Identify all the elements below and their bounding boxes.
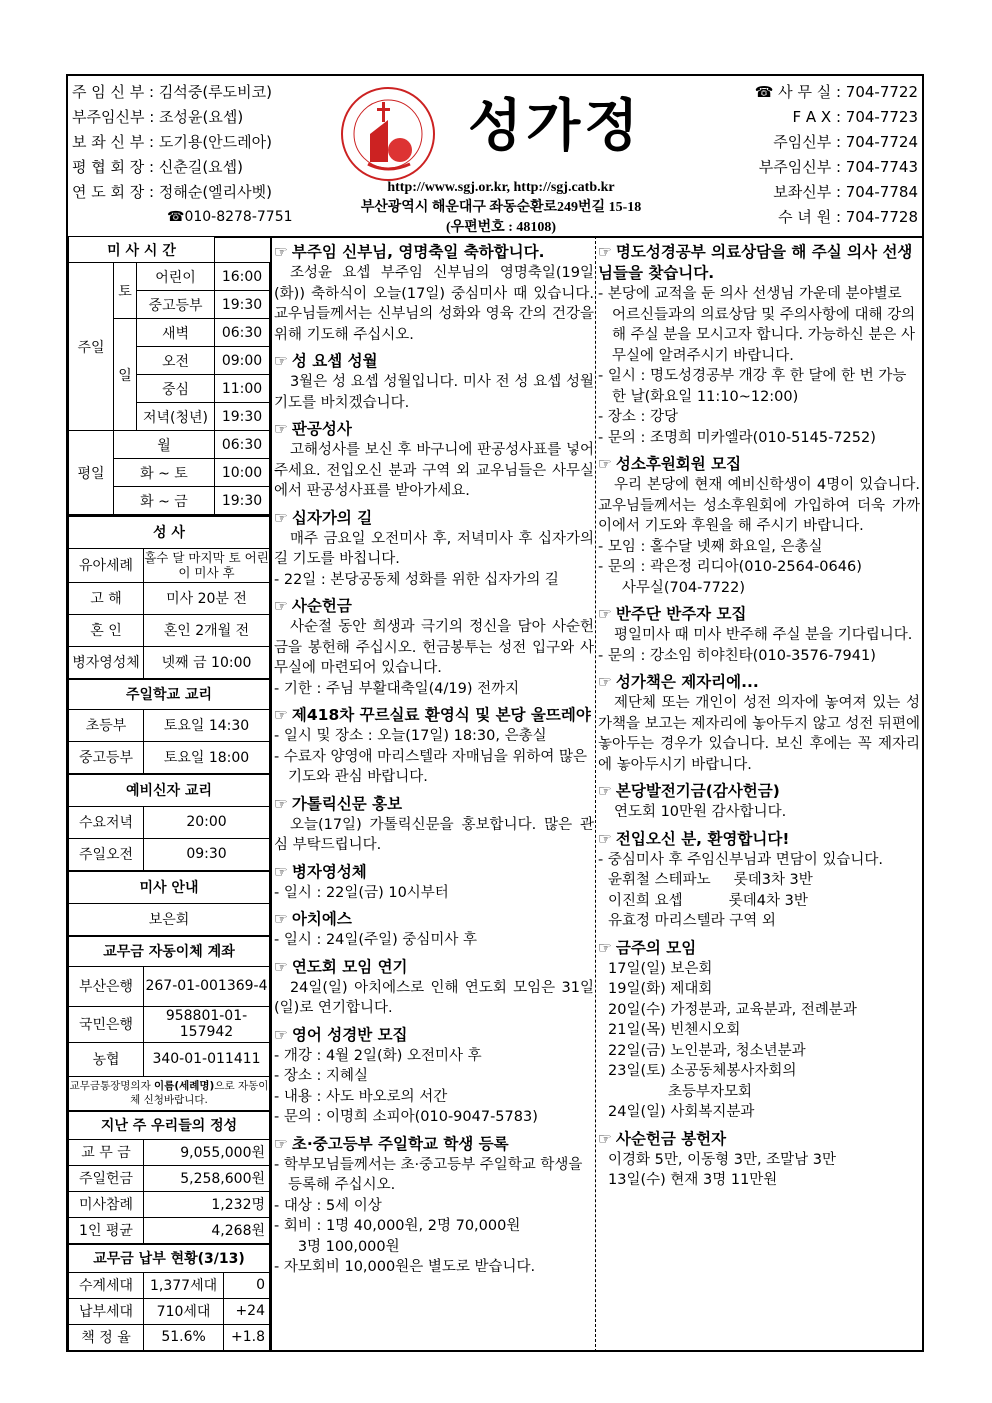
announcement [274, 909, 594, 951]
mass-time: 19:30 [215, 487, 270, 515]
pointing-hand-icon: ☞ [274, 957, 288, 976]
announcement [274, 351, 594, 413]
row-value: 4,268원 [144, 1217, 270, 1243]
mass-time: 16:00 [215, 263, 270, 291]
announcement-body: 오늘(17일) 가톨릭신문을 홍보합니다. 많은 관심 부탁드립니다. [274, 816, 594, 853]
announcement-item: 24일(일) 사회복지분과 [608, 1104, 755, 1120]
mass-name: 어린이 [137, 263, 215, 291]
announcement-item: - 일시 : 24일(주일) 중심미사 후 [274, 932, 477, 948]
contact-line: 주임신부 : 704-7724 [773, 133, 918, 151]
announcements-column-2 [598, 236, 920, 1191]
announcement-body: 우리 본당에 현재 예비신학생이 4명이 있습니다. 교우님들께서는 성소후원회에 가입하여 더욱 가까이에서 기도와 후원을 해 주시기 바랍니다. [598, 477, 920, 534]
announcement [274, 1025, 594, 1128]
row-label: 수요저녁 [69, 806, 144, 838]
announcement-title [274, 705, 594, 726]
announcement-item: 3명 100,000원 [284, 1238, 400, 1255]
announcement-body: 조성윤 요셉 부주임 신부님의 영명축일(19일(화)) 축하식이 오늘(17일) 중심미사 때 있습니다. 교우님들께서는 신부님의 성화와 영육 간의 건강을 위해 기도해 주십시오. [274, 265, 594, 343]
announcement-title [598, 242, 920, 284]
announcement-item: 이진희 요셉 롯데4차 3반 [608, 892, 808, 909]
postal-code: (우편번호 : 48108) [445, 220, 557, 235]
staff-line: 주 임 신 부 : 김석중(루도비코) [72, 83, 272, 101]
row-label: 납부세대 [69, 1298, 144, 1324]
announcement-heading-text: 영어 성경반 모집 [291, 1025, 408, 1044]
account-number: 267-01-001369-4 [144, 966, 270, 1006]
note-bold: 이름(세례명) [154, 1080, 215, 1092]
info-sidebar [68, 236, 270, 1351]
announcement-item: - 수료자 양영애 마리스텔라 자매님을 위하여 많은 기도와 관심 바랍니다. [274, 748, 592, 785]
announcement-title [598, 938, 920, 959]
row-label: 중고등부 [69, 741, 144, 773]
row-label: 주일헌금 [69, 1165, 144, 1191]
announcement-title [598, 454, 920, 475]
row-label: 고 해 [69, 582, 144, 614]
announcement-heading-text: 명도성경공부 의료상담을 해 주실 의사 선생님들을 찾습니다. [598, 243, 913, 282]
announcement-heading-text: 사순헌금 봉헌자 [615, 1129, 727, 1148]
announcement-item: - 장소 : 강당 [598, 409, 678, 425]
announcement-title [274, 351, 594, 372]
announcement-body: 연도회 10만원 감사합니다. [613, 804, 787, 820]
pointing-hand-icon: ☞ [274, 862, 288, 881]
row-label: 미사참례 [69, 1191, 144, 1217]
announcement-item: 유효정 마리스텔라 구역 외 [608, 913, 776, 929]
announcement-heading-text: 전입오신 분, 환영합니다! [615, 829, 790, 848]
announcement-title [274, 596, 594, 617]
mass-time: 11:00 [215, 375, 270, 403]
column-divider [270, 236, 272, 1352]
transfer-table [68, 936, 270, 1111]
announcement-item: - 기한 : 주님 부활대축일(4/19) 전까지 [274, 680, 520, 697]
announcement-heading-text: 성소후원회원 모집 [615, 455, 742, 473]
section-title: 지난 주 우리들의 정성 [69, 1111, 270, 1139]
announcement-item: - 내용 : 사도 바오로의 서간 [274, 1088, 448, 1105]
announcement-item: - 일시 : 명도성경공부 개강 후 한 달에 한 번 가능한 날(화요일 11:10~12:00) [598, 368, 907, 405]
announcement-item: 20일(수) 가정분과, 교육분과, 전례분과 [608, 1001, 857, 1018]
section-title: 교무금 자동이체 계좌 [69, 936, 270, 966]
announcement [598, 672, 920, 775]
staff-line: 연 도 회 장 : 정해순(엘리사벳) [72, 183, 272, 201]
announcement-item: - 개강 : 4월 2일(화) 오전미사 후 [274, 1047, 482, 1064]
announcement-heading-text: 제418차 꾸르실료 환영식 및 본당 울뜨레야 [291, 706, 591, 724]
pointing-hand-icon: ☞ [598, 455, 612, 473]
announcement [274, 508, 594, 591]
section-title: 교무금 납부 현황(3/13) [69, 1244, 270, 1272]
announcement-title [274, 1025, 594, 1046]
announcement-heading-text: 반주단 반주자 모집 [615, 605, 747, 623]
announcement-heading-text: 십자가의 길 [291, 508, 373, 527]
row-value: 9,055,000원 [144, 1139, 270, 1165]
row-value: 토요일 18:00 [144, 741, 270, 773]
announcement-title [274, 862, 594, 883]
staff-list [72, 80, 293, 230]
announcement [598, 1129, 920, 1191]
address: 부산광역시 해운대구 좌동순환로249번길 15-18 [360, 200, 642, 215]
payment-table [68, 1244, 270, 1351]
announcement [598, 604, 920, 666]
announcement-item: - 모임 : 홀수달 넷째 화요일, 은총실 [598, 538, 823, 555]
page-title: 성가정 [468, 93, 643, 159]
catechumen-table [68, 774, 270, 871]
announcement-body: 24일(일) 아치에스로 인해 연도회 모임은 31일(일)로 연기합니다. [274, 979, 594, 1016]
pointing-hand-icon: ☞ [274, 794, 288, 813]
row-value: 넷째 금 10:00 [144, 646, 270, 678]
mass-times-table [68, 236, 270, 515]
row-change: +1.8 [224, 1324, 270, 1350]
announcement-title [274, 1134, 594, 1155]
section-title: 예비신자 교리 [69, 774, 270, 806]
row-value: 09:30 [144, 838, 270, 870]
pointing-hand-icon: ☞ [274, 1134, 288, 1153]
section-title: 성 사 [69, 516, 270, 548]
sacraments-table [68, 515, 270, 679]
row-value: 미사 20분 전 [144, 582, 270, 614]
announcement-item: 윤휘철 스테파노 롯데3차 3반 [608, 872, 813, 888]
announcement [598, 454, 920, 598]
header-info [336, 178, 666, 238]
announcement-item: 19일(화) 제대회 [608, 981, 713, 997]
pointing-hand-icon: ☞ [598, 1129, 612, 1148]
row-value: 보은회 [69, 903, 270, 935]
announcement-heading-text: 금주의 모임 [615, 938, 697, 957]
sunday-label: 주일 [69, 263, 114, 431]
pointing-hand-icon: ☞ [274, 508, 288, 527]
announcement [274, 705, 594, 788]
pointing-hand-icon: ☞ [598, 673, 612, 691]
announcement-item: - 문의 : 조명희 미카엘라(010-5145-7252) [598, 429, 876, 446]
header [68, 76, 922, 238]
pointing-hand-icon: ☞ [274, 243, 288, 261]
announcement-heading-text: 아치에스 [291, 910, 352, 928]
sunday-day-label: 일 [114, 319, 137, 431]
row-label: 혼 인 [69, 614, 144, 646]
announcement-item: - 자모회비 10,000원은 별도로 받습니다. [274, 1259, 536, 1275]
bank-name: 국민은행 [69, 1006, 144, 1042]
announcement-heading-text: 사순헌금 [291, 597, 352, 615]
row-label: 1인 평균 [69, 1217, 144, 1243]
mass-time: 09:00 [215, 347, 270, 375]
announcement [274, 794, 594, 856]
contact-line: 부주임신부 : 704-7743 [758, 158, 918, 176]
staff-line: 부주임신부 : 조성윤(요셉) [72, 108, 244, 126]
column-separator [595, 236, 596, 1352]
mass-time: 10:00 [215, 459, 270, 487]
row-value: 토요일 14:30 [144, 709, 270, 741]
mass-time: 19:30 [215, 403, 270, 431]
contact-line: 수 녀 원 : 704-7728 [778, 208, 918, 226]
mass-name: 화 ~ 토 [114, 459, 215, 487]
mass-time: 06:30 [215, 431, 270, 459]
announcement-item: - 본당에 교적을 둔 의사 선생님 가운데 분야별로 어르신들과의 의료상담 및 주의사항에 대해 강의해 주실 분을 모시고자 합니다. 가능하신 분은 사무실에 알려주시기 바랍니다. [598, 286, 916, 364]
announcement-body: 평일미사 때 미사 반주해 주실 분을 기다립니다. [613, 627, 913, 643]
announcement-heading-text: 성가책은 제자리에... [615, 673, 759, 691]
announcement-title [274, 242, 594, 263]
row-label: 주일오전 [69, 838, 144, 870]
row-value: 710세대 [144, 1298, 224, 1324]
row-change: 0 [224, 1272, 270, 1298]
announcement [274, 596, 594, 699]
announcement-title [274, 909, 594, 930]
pointing-hand-icon: ☞ [274, 352, 288, 370]
announcement [274, 419, 594, 502]
announcement-title [598, 781, 920, 802]
pointing-hand-icon: ☞ [274, 706, 288, 724]
row-value: 5,258,600원 [144, 1165, 270, 1191]
row-label: 유아세례 [69, 548, 144, 582]
church-logo [338, 84, 438, 184]
announcement-item: 23일(토) 소공동체봉사자회의 [608, 1063, 797, 1079]
announcement-title [274, 508, 594, 529]
announcement [274, 957, 594, 1019]
pointing-hand-icon: ☞ [598, 829, 612, 848]
account-number: 340-01-011411 [144, 1042, 270, 1076]
bulletin-frame [66, 74, 924, 1352]
announcement-heading-text: 가톨릭신문 홍보 [291, 794, 403, 813]
announcement-title [598, 672, 920, 693]
announcement-item: - 장소 : 지혜실 [274, 1068, 368, 1084]
announcement-body: 매주 금요일 오전미사 후, 저녁미사 후 십자가의 길 기도를 바칩니다. [274, 530, 594, 567]
row-label: 책 정 율 [69, 1324, 144, 1350]
section-title: 미사 안내 [69, 871, 270, 903]
bank-name: 농협 [69, 1042, 144, 1076]
row-value: 51.6% [144, 1324, 224, 1350]
contact-list [755, 80, 918, 230]
announcement [274, 1134, 594, 1278]
announcement-body: 사순절 동안 희생과 극기의 정신을 담아 사순헌금을 봉헌해 주십시오. 헌금봉투는 성전 입구와 사무실에 마련되어 있습니다. [274, 619, 594, 676]
announcement-body: 제단체 또는 개인이 성전 의자에 놓여져 있는 성가책을 보고는 제자리에 놓아두지 않고 성전 뒤편에 놓아두는 경우가 있습니다. 보신 후에는 꼭 제자리에 놓아두시기 바랍니다. [598, 695, 920, 773]
bank-name: 부산은행 [69, 966, 144, 1006]
announcement-heading-text: 부주임 신부님, 영명축일 축하합니다. [291, 243, 545, 261]
announcement-body: 3월은 성 요셉 성월입니다. 미사 전 성 요셉 성월기도를 바치겠습니다. [274, 374, 594, 411]
announcement [598, 781, 920, 823]
announcement-title [274, 957, 594, 978]
announcement-item: 17일(일) 보은회 [608, 960, 713, 977]
announcement-title [274, 419, 594, 440]
saturday-label: 토 [114, 263, 137, 319]
row-label: 교 무 금 [69, 1139, 144, 1165]
announcement [274, 862, 594, 904]
announcement-heading-text: 병자영성체 [291, 862, 367, 881]
row-value: 20:00 [144, 806, 270, 838]
pointing-hand-icon: ☞ [274, 597, 288, 615]
offering-table [68, 1111, 270, 1244]
row-value: 홀수 달 마지막 토 어린이 미사 후 [144, 550, 269, 580]
row-label: 병자영성체 [69, 646, 144, 678]
mass-guide-table [68, 871, 270, 936]
mass-name: 저녁(청년) [137, 403, 215, 431]
mass-name: 중심 [137, 375, 215, 403]
announcement-title [598, 1129, 920, 1150]
announcement [598, 242, 920, 448]
staff-line: 보 좌 신 부 : 도기용(안드레아) [72, 133, 272, 151]
pointing-hand-icon: ☞ [274, 1025, 288, 1044]
contact-line: 보좌신부 : 704-7784 [773, 183, 918, 201]
announcement [274, 242, 594, 345]
row-label: 수계세대 [69, 1272, 144, 1298]
announcement-title [598, 829, 920, 850]
mass-name: 중고등부 [137, 291, 215, 319]
website-urls[interactable]: http://www.sgj.or.kr, http://sgj.catb.kr [387, 180, 615, 195]
announcement-item: - 회비 : 1명 40,000원, 2명 70,000원 [274, 1218, 521, 1234]
mass-time: 06:30 [215, 319, 270, 347]
announcement-heading-text: 성 요셉 성월 [291, 352, 378, 370]
announcement-item: - 문의 : 강소임 히야친타(010-3576-7941) [598, 647, 876, 664]
section-title: 주일학교 교리 [69, 679, 270, 709]
announcement-heading-text: 초·중고등부 주일학교 학생 등록 [291, 1134, 509, 1153]
mass-time: 19:30 [215, 291, 270, 319]
sunday-school-table [68, 679, 270, 774]
announcement-item: - 중심미사 후 주임신부님과 면담이 있습니다. [598, 851, 884, 868]
announcement [598, 829, 920, 932]
staff-phone: ☎010-8278-7751 [167, 209, 293, 225]
row-value: 혼인 2개월 전 [144, 614, 270, 646]
announcement-title [274, 794, 594, 815]
note-text: 교무금통장명의자 [69, 1080, 155, 1092]
announcement-item: 이경화 5만, 이동형 3만, 조말남 3만 [608, 1151, 837, 1168]
pointing-hand-icon: ☞ [598, 243, 612, 261]
note-text: 으로 자동이체 신청바랍니다. [130, 1080, 269, 1106]
announcement-item: - 학부모님들께서는 초·중고등부 주일학교 학생을 등록해 주십시오. [274, 1156, 588, 1193]
announcement-body: 고해성사를 보신 후 바구니에 판공성사표를 넣어 주세요. 전입오신 분과 구역 외 교우님들은 사무실에서 판공성사표를 받아가세요. [274, 442, 594, 499]
announcement-item: - 대상 : 5세 이상 [274, 1197, 382, 1214]
row-value: 1,232명 [144, 1191, 270, 1217]
pointing-hand-icon: ☞ [274, 910, 288, 928]
announcement-heading-text: 판공성사 [291, 420, 352, 438]
mass-name: 화 ~ 금 [114, 487, 215, 515]
section-title: 미 사 시 간 [69, 237, 215, 263]
row-value: 1,377세대 [144, 1272, 224, 1298]
mass-name: 새벽 [137, 319, 215, 347]
announcement-item: 21일(목) 빈첸시오회 [608, 1022, 741, 1038]
pointing-hand-icon: ☞ [598, 938, 612, 957]
announcement-item: 초등부자모회 [608, 1083, 752, 1100]
announcement-item: - 22일 : 본당공동체 성화를 위한 십자가의 길 [274, 571, 559, 588]
pointing-hand-icon: ☞ [598, 782, 612, 800]
row-label: 초등부 [69, 709, 144, 741]
contact-line: F A X : 704-7723 [792, 108, 918, 126]
pointing-hand-icon: ☞ [598, 605, 612, 623]
announcement [598, 938, 920, 1123]
mass-name: 오전 [137, 347, 215, 375]
announcement-title [598, 604, 920, 625]
pointing-hand-icon: ☞ [274, 420, 288, 438]
staff-line: 평 협 회 장 : 신춘길(요셉) [72, 158, 244, 176]
announcement-item: 13일(수) 현재 3명 11만원 [608, 1172, 778, 1188]
transfer-note [69, 1076, 270, 1110]
announcement-item: - 문의 : 이명희 소피아(010-9047-5783) [274, 1109, 538, 1125]
weekday-label: 평일 [69, 431, 114, 515]
announcement-heading-text: 본당발전기금(감사헌금) [615, 782, 780, 800]
row-change: +24 [224, 1298, 270, 1324]
contact-line: ☎ 사 무 실 : 704-7722 [754, 83, 918, 101]
mass-name: 월 [114, 431, 215, 459]
announcement-item: - 일시 및 장소 : 오늘(17일) 18:30, 은총실 [274, 728, 547, 744]
account-number: 958801-01-157942 [144, 1006, 270, 1042]
announcement-item: 사무실(704-7722) [608, 579, 745, 596]
announcements-column-1 [274, 236, 594, 1278]
announcement-item: 22일(금) 노인분과, 청소년분과 [608, 1042, 806, 1059]
announcement-item: - 문의 : 곽은정 리디아(010-2564-0646) [598, 559, 862, 575]
announcement-heading-text: 연도회 모임 연기 [291, 957, 408, 976]
announcement-item: - 일시 : 22일(금) 10시부터 [274, 884, 449, 901]
